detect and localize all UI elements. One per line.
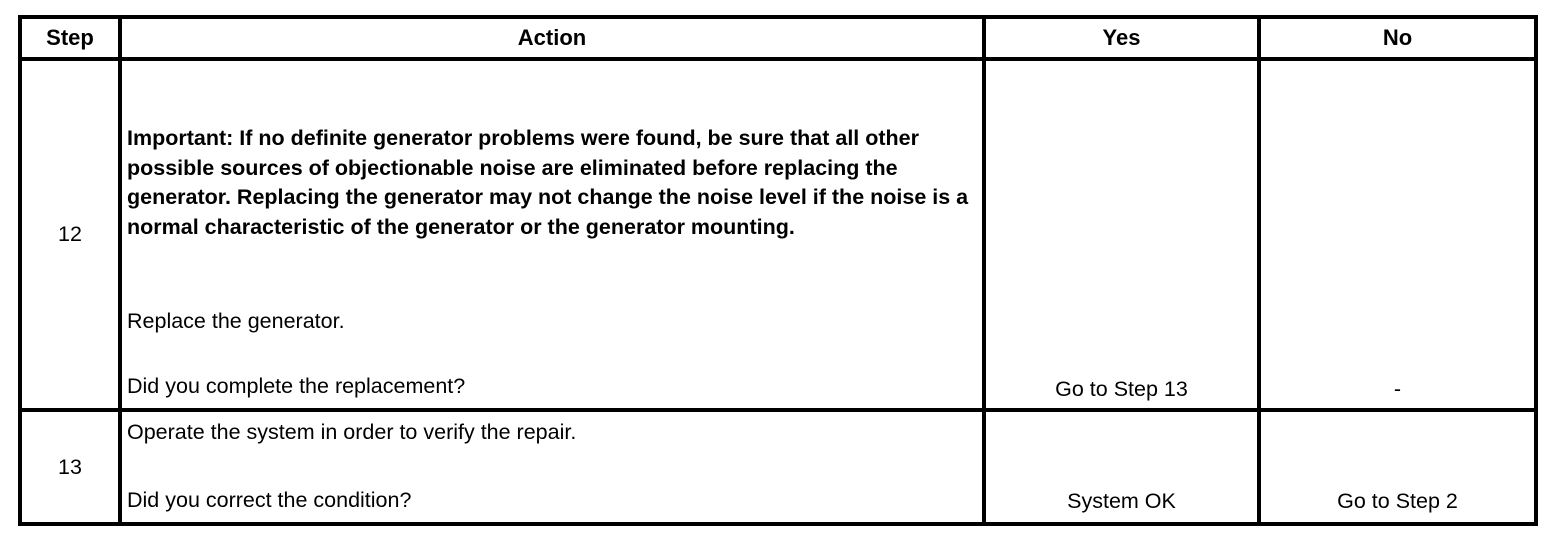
header-no: No	[1259, 17, 1536, 59]
no-result: Go to Step 2	[1259, 410, 1536, 524]
step-number: 13	[20, 410, 120, 524]
header-yes: Yes	[984, 17, 1259, 59]
diagnostic-table	[18, 15, 1538, 526]
action-question: Did you complete the replacement?	[127, 374, 466, 398]
important-note: Important: If no definite generator problems were found, be sure that all other possible sources of objectionable noise are eliminated before replacing the generator. Replacing the generator may not change the noise level if the noise is a normal characteristic of the generator or the generator mounting.	[127, 126, 969, 239]
no-result: -	[1259, 59, 1536, 410]
table-row	[20, 410, 1536, 524]
table-row	[20, 59, 1536, 410]
yes-result: System OK	[984, 410, 1259, 524]
header-action: Action	[120, 17, 984, 59]
action-question: Did you correct the condition?	[127, 488, 412, 512]
header-step: Step	[20, 17, 120, 59]
action-cell	[120, 410, 984, 524]
header-row	[20, 17, 1536, 59]
action-cell	[120, 59, 984, 410]
action-instruction: Operate the system in order to verify the repair.	[127, 420, 577, 444]
yes-result: Go to Step 13	[984, 59, 1259, 410]
action-instruction: Replace the generator.	[127, 309, 345, 333]
step-number: 12	[20, 59, 120, 410]
